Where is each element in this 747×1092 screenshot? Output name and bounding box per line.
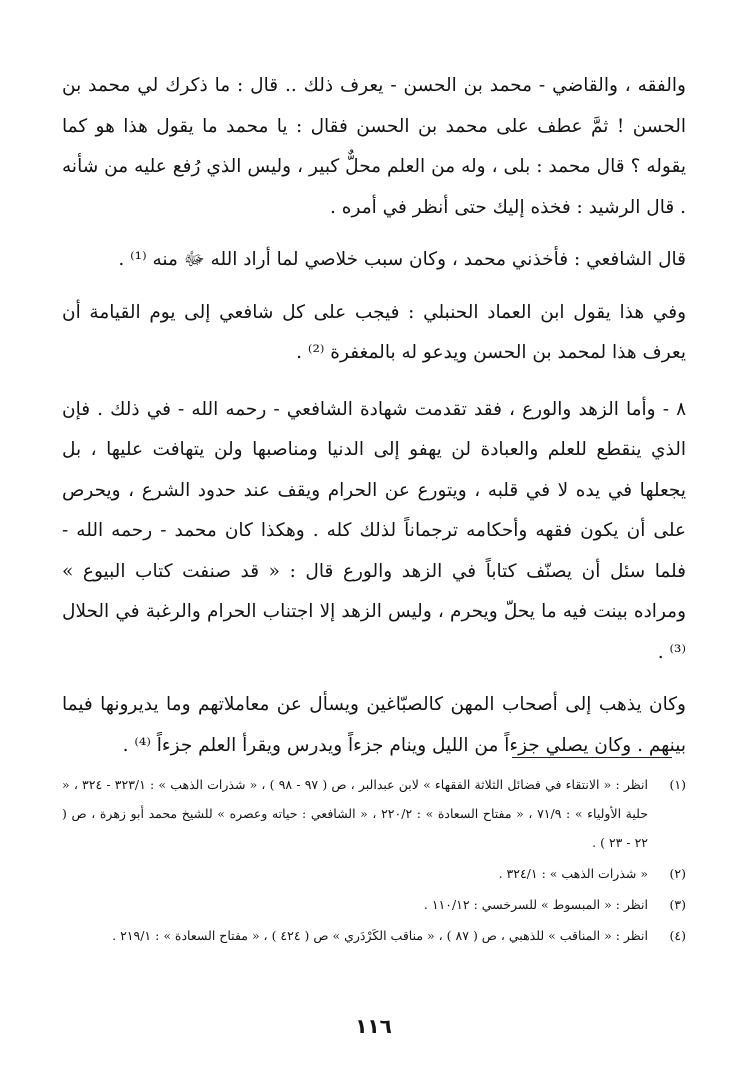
footnote-text: انظر : « المناقب » للذهبي ، ص ( ٨٧ ) ، « مناقب الكَرْدَري » ص ( ٤٢٤ ) ، « مفتاح السعادة » : ٢١٩/١ . (112, 928, 648, 943)
footnotes (62, 770, 686, 952)
paragraph: ٨ - وأما الزهد والورع ، فقد تقدمت شهادة الشافعي - رحمه الله - في ذلك . فإن الذي ينقطع للعلم والعبادة لن يهفو إلى الدنيا ومناصبها ولن يتهافت عليها ، بل يجعلها في يده لا في قلبه ، ويتورع عن الحرام ويقف عند حدود الشرع ، ويحرص على أن يكون فقهه وأحكامه ترجماناً لذلك كله . وهكذا كان محمد - رحمه الله - فلما سئل أن يصنّف كتاباً في الزهد والورع قال : « قد صنفت كتاب البيوع » ومراده بينت فيه ما يحلّ ويحرم ، وليس الزهد إلا اجتناب الحرام والرغبة في الحلال ⁽³⁾ . (62, 398, 686, 663)
main-text (62, 66, 686, 766)
footnote (62, 770, 686, 857)
footnote-text: انظر : « الانتقاء في فضائل الثلاثة الفقهاء » لابن عبدالبر ، ص ( ٩٧ - ٩٨ ) ، « شذرات الذهب » : ٣٢٣/١ - ٣٢٤ ، « حلية الأولياء » : ٧١/٩ ، « مفتاح السعادة » : ٢٢٠/٢ ، « الشافعي : حياته وعصره » للشيخ محمد أبو زهرة ، ص ( ٢٢ - ٢٣ ) . (62, 777, 648, 850)
paragraph: وفي هذا يقول ابن العماد الحنبلي : فيجب على كل شافعي إلى يوم القيامة أن يعرف هذا لمحمد بن الحسن ويدعو له بالمغفرة ⁽²⁾ . (62, 301, 686, 363)
paragraph: وكان يذهب إلى أصحاب المهن كالصبّاغين ويسأل عن معاملاتهم وما يديرونها فيما بينهم . وكان يصلي جزءاً من الليل وينام جزءاً ويدرس ويقرأ العلم جزءاً ⁽⁴⁾ . (62, 694, 686, 756)
footnote-number: (٤) (669, 928, 686, 943)
paragraph: قال الشافعي : فأخذني محمد ، وكان سبب خلاصي لما أراد الله ﷻ منه ⁽¹⁾ . (118, 249, 686, 270)
footnote-number: (١) (669, 777, 686, 792)
footnote (62, 921, 686, 950)
paragraph: والفقه ، والقاضي - محمد بن الحسن - يعرف ذلك .. قال : ما ذكرك لي محمد بن الحسن ! ثمَّ عطف على محمد بن الحسن فقال : يا محمد ما يقول هذا هو كما يقوله ؟ قال محمد : بلى ، وله من العلم محلٌّ كبير ، وليس الذي رُفع عليه من شأنه . قال الرشيد : فخذه إليك حتى أنظر في أمره . (62, 75, 686, 218)
footnote (62, 890, 686, 919)
footnote (62, 859, 686, 888)
footnote-text: « شذرات الذهب » : ٣٢٤/١ . (498, 866, 648, 881)
footnote-divider (512, 757, 672, 758)
footnote-text: انظر : « المبسوط » للسرخسي : ١١٠/١٢ . (423, 897, 648, 912)
footnote-number: (٣) (669, 897, 686, 912)
page-number: ١١٦ (355, 1014, 392, 1038)
footnote-number: (٢) (669, 866, 686, 881)
